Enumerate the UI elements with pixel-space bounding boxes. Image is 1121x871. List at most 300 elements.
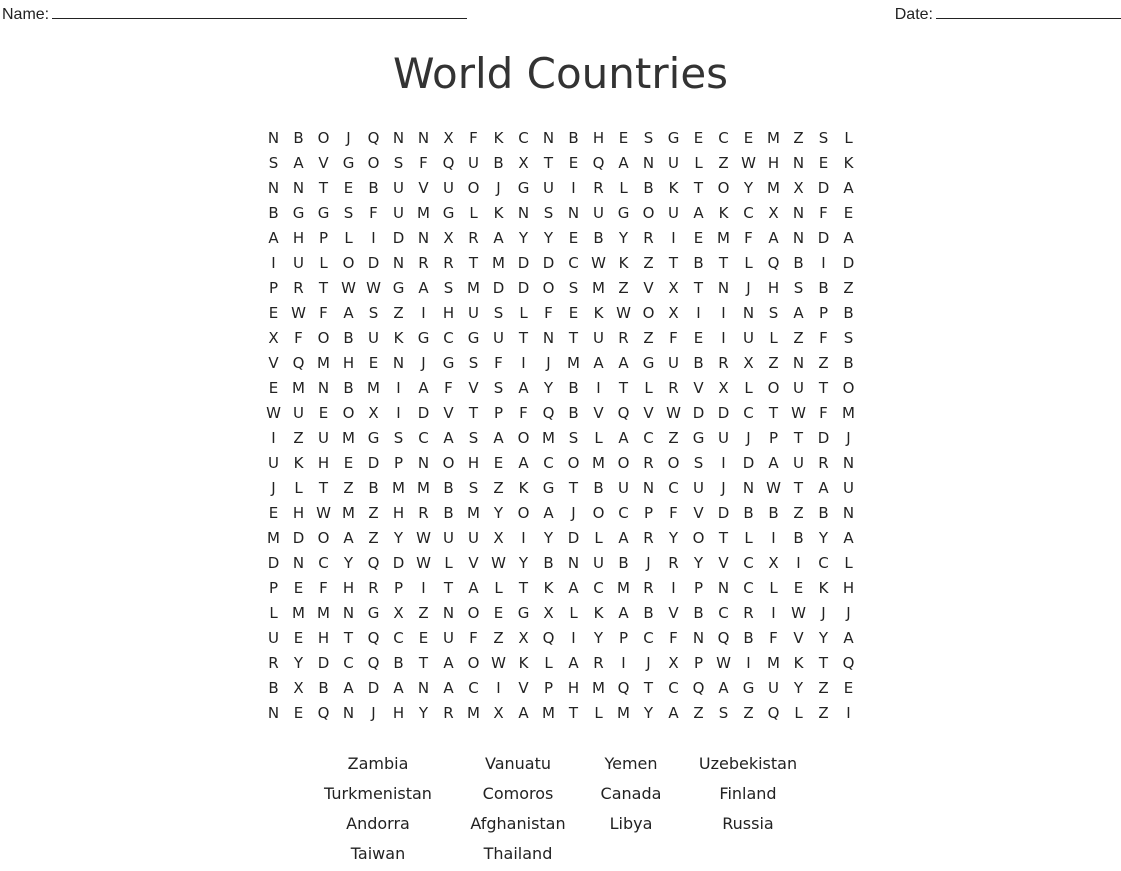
grid-letter: C bbox=[518, 128, 529, 147]
grid-letter: J bbox=[846, 603, 851, 622]
date-field[interactable] bbox=[895, 4, 1121, 24]
grid-letter: V bbox=[718, 553, 729, 572]
grid-letter: A bbox=[343, 528, 354, 547]
grid-letter: M bbox=[367, 378, 380, 397]
grid-letter: L bbox=[269, 603, 278, 622]
grid-letter: R bbox=[268, 653, 279, 672]
grid-letter: Z bbox=[618, 278, 629, 297]
grid-letter: E bbox=[343, 178, 354, 197]
grid-letter: A bbox=[668, 703, 679, 722]
grid-letter: Z bbox=[368, 503, 379, 522]
grid-letter: M bbox=[292, 603, 305, 622]
grid-letter: Y bbox=[343, 553, 354, 572]
grid-letter: W bbox=[591, 253, 606, 272]
grid-letter: D bbox=[817, 228, 830, 247]
grid-letter: R bbox=[668, 553, 679, 572]
grid-letter: M bbox=[467, 503, 480, 522]
grid-letter: S bbox=[643, 128, 654, 147]
grid-letter: Q bbox=[442, 153, 455, 172]
grid-letter: R bbox=[293, 278, 304, 297]
grid-letter: F bbox=[819, 203, 828, 222]
grid-letter: B bbox=[593, 478, 604, 497]
grid-letter: Z bbox=[768, 353, 779, 372]
grid-letter: B bbox=[368, 178, 379, 197]
grid-letter: B bbox=[593, 228, 604, 247]
grid-letter: M bbox=[767, 653, 780, 672]
grid-letter: K bbox=[593, 603, 604, 622]
grid-letter: E bbox=[843, 203, 854, 222]
grid-letter: N bbox=[842, 453, 855, 472]
grid-letter: R bbox=[643, 578, 654, 597]
grid-letter: D bbox=[367, 678, 380, 697]
grid-letter: F bbox=[294, 328, 303, 347]
grid-letter: O bbox=[342, 403, 355, 422]
grid-letter: R bbox=[743, 603, 754, 622]
grid-letter: T bbox=[568, 478, 579, 497]
grid-letter: X bbox=[668, 278, 679, 297]
grid-letter: E bbox=[818, 153, 829, 172]
grid-letter: Z bbox=[293, 428, 304, 447]
grid-letter: Y bbox=[643, 703, 654, 722]
grid-letter: L bbox=[294, 478, 303, 497]
word-bank-item: Comoros bbox=[482, 784, 554, 803]
grid-letter: T bbox=[718, 253, 729, 272]
grid-letter: U bbox=[768, 678, 779, 697]
grid-letter: W bbox=[316, 503, 331, 522]
grid-letter: L bbox=[594, 703, 603, 722]
grid-letter: K bbox=[293, 453, 304, 472]
grid-letter: B bbox=[568, 403, 579, 422]
grid-letter: F bbox=[419, 153, 428, 172]
grid-letter: F bbox=[669, 503, 678, 522]
grid-letter: U bbox=[793, 378, 804, 397]
grid-letter: P bbox=[618, 628, 629, 647]
grid-letter: Y bbox=[543, 528, 554, 547]
grid-letter: D bbox=[517, 253, 530, 272]
grid-letter: C bbox=[468, 678, 479, 697]
grid-letter: W bbox=[766, 478, 781, 497]
grid-letter: N bbox=[642, 478, 655, 497]
grid-letter: G bbox=[342, 153, 355, 172]
grid-letter: H bbox=[317, 453, 330, 472]
grid-letter: R bbox=[443, 703, 454, 722]
grid-letter: T bbox=[318, 278, 329, 297]
grid-letter: N bbox=[342, 603, 355, 622]
grid-letter: B bbox=[768, 503, 779, 522]
grid-letter: T bbox=[518, 328, 529, 347]
grid-letter: J bbox=[496, 178, 501, 197]
grid-letter: N bbox=[292, 553, 305, 572]
grid-letter: T bbox=[468, 253, 479, 272]
word-bank-item: Zambia bbox=[347, 754, 409, 773]
grid-letter: C bbox=[618, 503, 629, 522]
grid-letter: T bbox=[818, 653, 829, 672]
grid-letter: N bbox=[717, 578, 730, 597]
grid-letter: X bbox=[443, 228, 454, 247]
grid-letter: T bbox=[518, 578, 529, 597]
grid-letter: H bbox=[467, 453, 480, 472]
grid-letter: O bbox=[617, 453, 630, 472]
grid-letter: C bbox=[643, 428, 654, 447]
grid-letter: T bbox=[793, 478, 804, 497]
grid-letter: O bbox=[642, 203, 655, 222]
grid-letter: J bbox=[721, 478, 726, 497]
grid-letter: Z bbox=[793, 128, 804, 147]
grid-letter: L bbox=[444, 553, 453, 572]
grid-letter: T bbox=[318, 478, 329, 497]
grid-letter: B bbox=[743, 628, 754, 647]
grid-letter: U bbox=[743, 328, 754, 347]
grid-letter: O bbox=[467, 603, 480, 622]
grid-letter: N bbox=[292, 178, 305, 197]
grid-letter: N bbox=[742, 303, 755, 322]
word-bank-item: Finland bbox=[719, 784, 777, 803]
grid-letter: A bbox=[568, 653, 579, 672]
grid-letter: L bbox=[594, 428, 603, 447]
grid-letter: E bbox=[693, 128, 704, 147]
grid-letter: G bbox=[442, 353, 455, 372]
word-bank-item: Libya bbox=[609, 814, 653, 833]
grid-letter: J bbox=[846, 428, 851, 447]
grid-letter: X bbox=[268, 328, 279, 347]
grid-letter: I bbox=[821, 253, 826, 272]
grid-letter: W bbox=[266, 403, 281, 422]
grid-letter: B bbox=[568, 378, 579, 397]
grid-letter: Z bbox=[743, 703, 754, 722]
grid-letter: C bbox=[318, 553, 329, 572]
grid-letter: Y bbox=[518, 228, 529, 247]
grid-letter: A bbox=[568, 578, 579, 597]
grid-letter: T bbox=[618, 378, 629, 397]
grid-letter: L bbox=[469, 203, 478, 222]
grid-letter: Z bbox=[793, 328, 804, 347]
grid-letter: D bbox=[717, 503, 730, 522]
name-label: Name: bbox=[2, 6, 50, 23]
grid-letter: A bbox=[693, 203, 704, 222]
grid-letter: M bbox=[417, 203, 430, 222]
grid-letter: I bbox=[671, 228, 676, 247]
grid-letter: N bbox=[417, 228, 430, 247]
grid-letter: E bbox=[293, 703, 304, 722]
grid-letter: I bbox=[846, 703, 851, 722]
grid-letter: G bbox=[517, 178, 530, 197]
grid-letter: E bbox=[268, 503, 279, 522]
grid-letter: B bbox=[793, 253, 804, 272]
grid-letter: Z bbox=[343, 478, 354, 497]
grid-letter: L bbox=[744, 253, 753, 272]
grid-letter: M bbox=[317, 353, 330, 372]
grid-letter: U bbox=[493, 328, 504, 347]
grid-letter: C bbox=[393, 628, 404, 647]
grid-letter: U bbox=[443, 178, 454, 197]
grid-letter: U bbox=[293, 253, 304, 272]
grid-letter: M bbox=[292, 378, 305, 397]
grid-letter: Q bbox=[367, 653, 380, 672]
grid-letter: L bbox=[769, 578, 778, 597]
grid-letter: T bbox=[443, 578, 454, 597]
grid-letter: L bbox=[844, 128, 853, 147]
grid-letter: T bbox=[768, 403, 779, 422]
grid-letter: D bbox=[542, 253, 555, 272]
grid-letter: D bbox=[367, 253, 380, 272]
word-bank-item: Taiwan bbox=[350, 844, 406, 863]
grid-letter: R bbox=[618, 328, 629, 347]
grid-letter: S bbox=[493, 303, 504, 322]
grid-letter: F bbox=[369, 203, 378, 222]
grid-letter: L bbox=[494, 578, 503, 597]
grid-letter: W bbox=[716, 653, 731, 672]
grid-letter: O bbox=[767, 378, 780, 397]
grid-letter: A bbox=[618, 353, 629, 372]
grid-letter: A bbox=[518, 703, 529, 722]
grid-letter: Y bbox=[418, 703, 429, 722]
grid-letter: X bbox=[543, 603, 554, 622]
grid-letter: U bbox=[468, 303, 479, 322]
grid-letter: Y bbox=[618, 228, 629, 247]
grid-letter: J bbox=[571, 503, 576, 522]
grid-letter: M bbox=[342, 428, 355, 447]
grid-letter: Y bbox=[668, 528, 679, 547]
grid-letter: M bbox=[842, 403, 855, 422]
grid-letter: N bbox=[542, 328, 555, 347]
grid-letter: Y bbox=[818, 628, 829, 647]
grid-letter: D bbox=[717, 403, 730, 422]
grid-letter: Q bbox=[767, 703, 780, 722]
grid-letter: P bbox=[643, 503, 654, 522]
date-blank-line[interactable] bbox=[936, 4, 1121, 19]
grid-letter: G bbox=[317, 203, 330, 222]
grid-letter: O bbox=[642, 303, 655, 322]
grid-letter: K bbox=[593, 303, 604, 322]
grid-letter: A bbox=[768, 228, 779, 247]
grid-letter: Y bbox=[493, 503, 504, 522]
grid-letter: I bbox=[571, 628, 576, 647]
grid-letter: P bbox=[393, 453, 404, 472]
grid-letter: A bbox=[818, 478, 829, 497]
grid-letter: B bbox=[843, 303, 854, 322]
grid-letter: J bbox=[646, 653, 651, 672]
grid-letter: S bbox=[393, 153, 404, 172]
grid-letter: C bbox=[668, 678, 679, 697]
grid-letter: U bbox=[843, 478, 854, 497]
grid-letter: B bbox=[443, 503, 454, 522]
grid-letter: W bbox=[616, 303, 631, 322]
grid-letter: T bbox=[318, 178, 329, 197]
grid-letter: Q bbox=[767, 253, 780, 272]
grid-letter: T bbox=[543, 153, 554, 172]
grid-letter: Z bbox=[493, 478, 504, 497]
grid-letter: J bbox=[371, 703, 376, 722]
grid-letter: B bbox=[543, 553, 554, 572]
grid-letter: Q bbox=[692, 678, 705, 697]
grid-letter: T bbox=[468, 403, 479, 422]
grid-letter: M bbox=[617, 578, 630, 597]
grid-letter: W bbox=[791, 603, 806, 622]
grid-letter: W bbox=[291, 303, 306, 322]
grid-letter: K bbox=[493, 128, 504, 147]
grid-letter: I bbox=[696, 303, 701, 322]
grid-letter: H bbox=[392, 703, 405, 722]
word-bank-item: Turkmenistan bbox=[324, 784, 432, 803]
grid-letter: A bbox=[518, 378, 529, 397]
grid-letter: Q bbox=[367, 553, 380, 572]
grid-letter: P bbox=[768, 428, 779, 447]
grid-letter: G bbox=[292, 203, 305, 222]
grid-letter: W bbox=[366, 278, 381, 297]
grid-letter: O bbox=[317, 528, 330, 547]
grid-letter: V bbox=[793, 628, 804, 647]
grid-letter: Z bbox=[693, 703, 704, 722]
grid-letter: A bbox=[618, 428, 629, 447]
grid-letter: O bbox=[317, 328, 330, 347]
grid-letter: Y bbox=[818, 528, 829, 547]
grid-letter: S bbox=[468, 428, 479, 447]
grid-letter: X bbox=[493, 528, 504, 547]
grid-letter: D bbox=[842, 253, 855, 272]
grid-letter: U bbox=[618, 478, 629, 497]
letter-grid bbox=[261, 125, 861, 725]
word-bank-item: Vanuatu bbox=[484, 754, 551, 773]
grid-letter: D bbox=[292, 528, 305, 547]
grid-letter: C bbox=[743, 578, 754, 597]
grid-letter: I bbox=[596, 378, 601, 397]
grid-letter: L bbox=[744, 378, 753, 397]
grid-letter: F bbox=[669, 628, 678, 647]
grid-letter: L bbox=[694, 153, 703, 172]
grid-letter: J bbox=[646, 553, 651, 572]
grid-letter: B bbox=[343, 328, 354, 347]
grid-letter: C bbox=[343, 653, 354, 672]
grid-letter: F bbox=[819, 403, 828, 422]
grid-letter: W bbox=[416, 553, 431, 572]
grid-letter: G bbox=[742, 678, 755, 697]
grid-letter: B bbox=[793, 528, 804, 547]
grid-letter: B bbox=[693, 353, 704, 372]
grid-letter: C bbox=[743, 553, 754, 572]
grid-letter: N bbox=[692, 628, 705, 647]
grid-letter: N bbox=[392, 128, 405, 147]
grid-letter: G bbox=[517, 603, 530, 622]
word-bank bbox=[308, 751, 822, 871]
grid-letter: N bbox=[792, 153, 805, 172]
grid-letter: A bbox=[843, 228, 854, 247]
grid-letter: S bbox=[443, 278, 454, 297]
word-bank-item: Thailand bbox=[483, 844, 553, 863]
grid-letter: W bbox=[491, 553, 506, 572]
grid-letter: B bbox=[268, 678, 279, 697]
grid-letter: I bbox=[671, 578, 676, 597]
grid-letter: N bbox=[542, 128, 555, 147]
grid-letter: E bbox=[793, 578, 804, 597]
grid-letter: N bbox=[342, 703, 355, 722]
grid-letter: E bbox=[568, 303, 579, 322]
grid-letter: R bbox=[418, 253, 429, 272]
grid-letter: S bbox=[718, 703, 729, 722]
grid-letter: V bbox=[693, 378, 704, 397]
grid-letter: N bbox=[392, 353, 405, 372]
grid-letter: C bbox=[568, 253, 579, 272]
grid-letter: R bbox=[718, 353, 729, 372]
grid-letter: I bbox=[571, 178, 576, 197]
grid-letter: B bbox=[743, 503, 754, 522]
grid-letter: E bbox=[418, 628, 429, 647]
grid-letter: B bbox=[818, 278, 829, 297]
grid-letter: U bbox=[668, 353, 679, 372]
grid-letter: O bbox=[467, 653, 480, 672]
word-bank-item: Russia bbox=[722, 814, 774, 833]
grid-letter: S bbox=[693, 453, 704, 472]
grid-letter: G bbox=[667, 128, 680, 147]
grid-letter: R bbox=[418, 503, 429, 522]
grid-letter: O bbox=[467, 178, 480, 197]
grid-letter: A bbox=[793, 303, 804, 322]
grid-letter: J bbox=[821, 603, 826, 622]
grid-letter: A bbox=[268, 228, 279, 247]
grid-letter: B bbox=[843, 353, 854, 372]
grid-letter: N bbox=[267, 178, 280, 197]
grid-letter: H bbox=[317, 628, 330, 647]
grid-letter: D bbox=[267, 553, 280, 572]
grid-letter: U bbox=[668, 203, 679, 222]
grid-letter: X bbox=[393, 603, 404, 622]
grid-letter: B bbox=[443, 478, 454, 497]
grid-letter: C bbox=[443, 328, 454, 347]
grid-letter: Y bbox=[393, 528, 404, 547]
grid-letter: Q bbox=[542, 628, 555, 647]
name-blank-line[interactable] bbox=[52, 4, 467, 19]
grid-letter: X bbox=[493, 703, 504, 722]
grid-letter: B bbox=[618, 553, 629, 572]
name-field[interactable] bbox=[2, 4, 467, 24]
grid-letter: W bbox=[491, 653, 506, 672]
grid-letter: R bbox=[643, 228, 654, 247]
grid-letter: I bbox=[721, 453, 726, 472]
grid-letter: B bbox=[643, 603, 654, 622]
grid-letter: P bbox=[693, 653, 704, 672]
grid-letter: G bbox=[367, 428, 380, 447]
grid-letter: S bbox=[818, 128, 829, 147]
grid-letter: G bbox=[642, 353, 655, 372]
grid-letter: H bbox=[767, 278, 780, 297]
grid-letter: D bbox=[492, 278, 505, 297]
grid-letter: V bbox=[318, 153, 329, 172]
grid-letter: A bbox=[343, 303, 354, 322]
grid-letter: M bbox=[417, 478, 430, 497]
grid-letter: M bbox=[317, 603, 330, 622]
grid-letter: N bbox=[317, 378, 330, 397]
puzzle-title: World Countries bbox=[392, 49, 729, 98]
grid-letter: P bbox=[493, 403, 504, 422]
grid-letter: U bbox=[268, 453, 279, 472]
grid-letter: T bbox=[568, 703, 579, 722]
grid-letter: X bbox=[368, 403, 379, 422]
grid-letter: R bbox=[368, 578, 379, 597]
grid-letter: G bbox=[542, 478, 555, 497]
grid-letter: K bbox=[718, 203, 729, 222]
grid-letter: N bbox=[792, 228, 805, 247]
grid-letter: P bbox=[543, 678, 554, 697]
grid-letter: V bbox=[668, 603, 679, 622]
grid-letter: H bbox=[767, 153, 780, 172]
date-label: Date: bbox=[894, 6, 933, 23]
grid-letter: T bbox=[793, 428, 804, 447]
grid-letter: T bbox=[668, 253, 679, 272]
grid-letter: Y bbox=[293, 653, 304, 672]
grid-letter: Q bbox=[617, 678, 630, 697]
grid-letter: U bbox=[293, 403, 304, 422]
grid-letter: L bbox=[344, 228, 353, 247]
grid-letter: D bbox=[692, 403, 705, 422]
